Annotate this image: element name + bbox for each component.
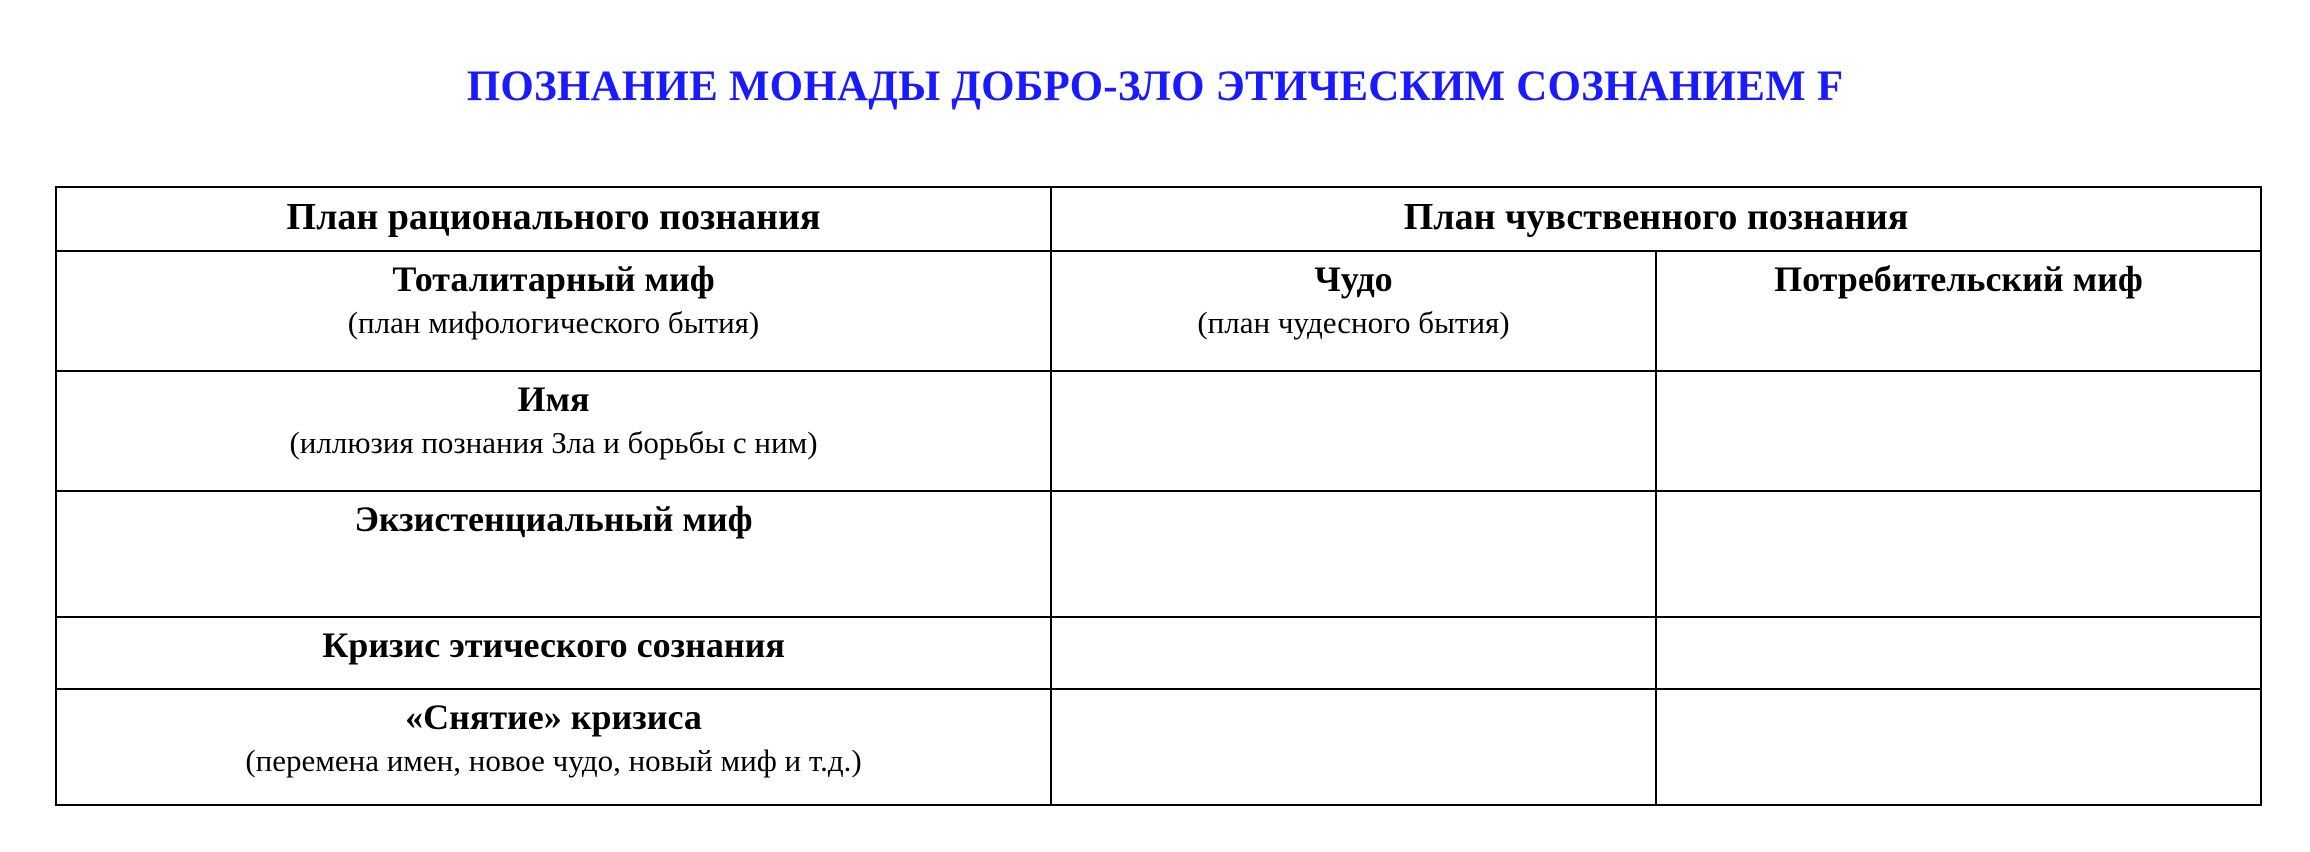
cell-row1-right (1656, 251, 2261, 371)
cell-row1-middle (1051, 251, 1656, 371)
header-cell-rational (56, 187, 1051, 251)
table-row (56, 617, 2261, 689)
cell-row5-middle (1051, 689, 1656, 805)
table-row (56, 689, 2261, 805)
cell-row3-left (56, 491, 1051, 617)
table-row (56, 251, 2261, 371)
cell-row2-left (56, 371, 1051, 491)
page-title: ПОЗНАНИЕ МОНАДЫ ДОБРО-ЗЛО ЭТИЧЕСКИМ СОЗНАНИЕМ F (466, 63, 1844, 110)
cell-row1-left-title: Тоталитарный миф (392, 259, 715, 299)
cell-row4-middle (1051, 617, 1656, 689)
cell-row5-left-subtitle: (перемена имен, новое чудо, новый миф и т.д.) (245, 743, 862, 779)
cell-row5-left (56, 689, 1051, 805)
cell-row1-middle-subtitle: (план чудесного бытия) (1197, 305, 1510, 341)
cell-row1-left (56, 251, 1051, 371)
knowledge-matrix-table (55, 186, 2262, 806)
cell-row2-left-subtitle: (иллюзия познания Зла и борьбы с ним) (289, 425, 818, 461)
cell-row1-middle-title: Чудо (1314, 259, 1393, 299)
cell-row2-left-title: Имя (517, 379, 590, 419)
cell-row5-left-title: «Снятие» кризиса (405, 697, 702, 737)
cell-row4-right (1656, 617, 2261, 689)
cell-row4-left-title: Кризис этического сознания (322, 625, 785, 665)
cell-row5-right (1656, 689, 2261, 805)
header-cell-sensory (1051, 187, 2261, 251)
header-sensory-label: План чувственного познания (1403, 196, 1909, 238)
cell-row3-right (1656, 491, 2261, 617)
cell-row3-left-title: Экзистенциальный миф (354, 499, 753, 539)
cell-row2-right (1656, 371, 2261, 491)
cell-row4-left (56, 617, 1051, 689)
table-header-row (56, 187, 2261, 251)
header-rational-label: План рационального познания (286, 196, 821, 238)
cell-row3-middle (1051, 491, 1656, 617)
table-row (56, 371, 2261, 491)
cell-row2-middle (1051, 371, 1656, 491)
knowledge-matrix-table-wrapper (55, 186, 2262, 806)
cell-row1-left-subtitle: (план мифологического бытия) (347, 305, 760, 341)
cell-row1-right-title: Потребительский миф (1774, 259, 2143, 299)
table-row (56, 491, 2261, 617)
